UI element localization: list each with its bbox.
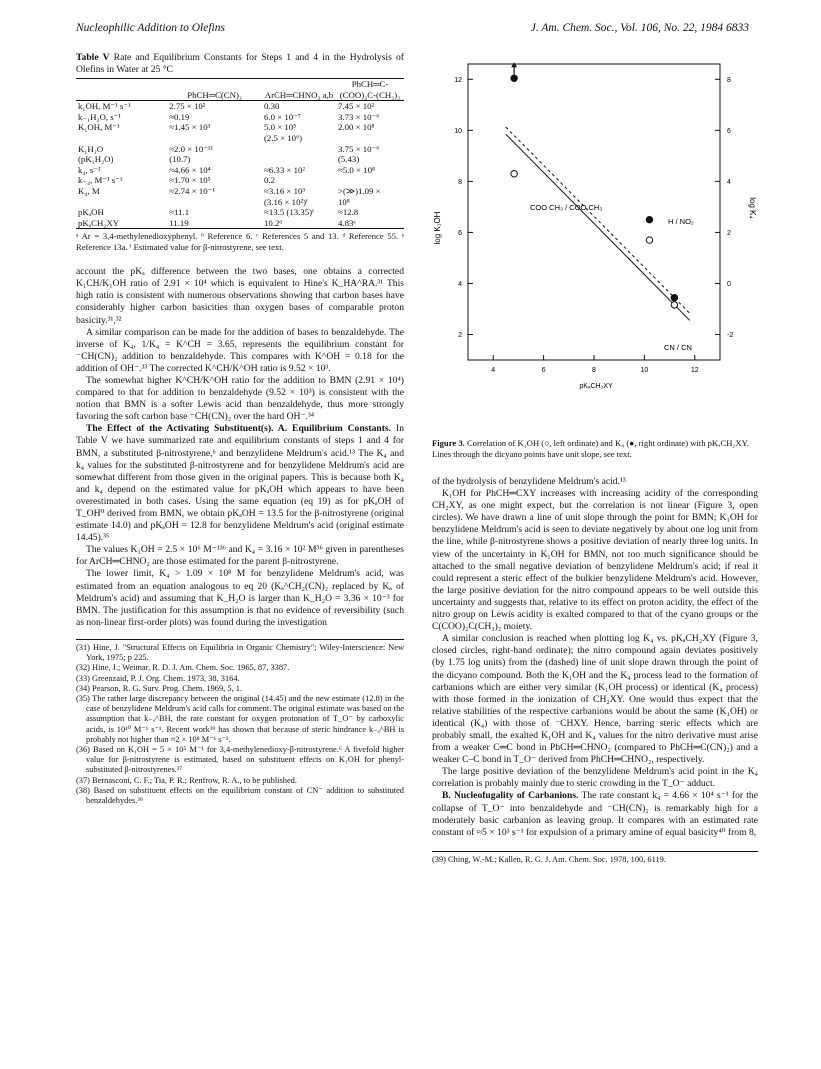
paragraph bbox=[432, 790, 758, 838]
table-cell: 11.19 bbox=[167, 218, 262, 229]
reference: (34) Pearson, R. G. Surv. Prog. Chem. 1969, 5, 1. bbox=[76, 683, 243, 693]
table-row bbox=[76, 133, 404, 144]
section-heading: B. Nucleofugality of Carbanions. bbox=[442, 790, 579, 802]
paragraph: A similar conclusion is reached when plotting log K₄ vs. pKₐCH₂XY (Figure 3, closed circles, right-hand ordinate); the nitro compound again deviates positively (by 1.75 log units) from the (dashed) line of unit slope drawn through the point of the dicyano compound. Both the K₁OH and the K₄ process lead to the formation of carbanions which are either very similar (K₁OH process) or identical (K₄ process) with those formed in the ionization of CH₂XY. One would thus expect that the relative stabilities of the respective carbanions would be about the same (K₁OH) or identical (K₄) with those of ⁻CHXY. Hence, barring steric effects which are probably small, the exalted K₁OH and K₄ values for the nitro derivative must arise from a weaker C═C bond in PhCH═CHNO₂ (compared to PhCH═C(CN)₂) and a weaker C–C bond in T_O⁻ derived from PhCH═CHNO₂, respectively. bbox=[432, 633, 758, 766]
table-cell: 7.45 × 10² bbox=[338, 101, 375, 112]
table-cell bbox=[336, 133, 404, 144]
reference: (33) Greenzaid, P. J. Org. Chem. 1973, 38, 3164. bbox=[76, 673, 240, 683]
table-row bbox=[76, 175, 404, 186]
table-v bbox=[76, 78, 404, 229]
table-cell bbox=[167, 197, 262, 208]
k1oh-point bbox=[671, 302, 677, 308]
reference: (39) Ching, W.-M.; Kallen, R. G. J. Am. Chem. Soc. 1978, 100, 6119. bbox=[432, 854, 666, 864]
right-column bbox=[432, 476, 758, 865]
paragraph: The large positive deviation of the benzylidene Meldrum's acid point in the K₄ correlation is probably mainly due to steric crowding in the T_O⁻ adduct. bbox=[432, 766, 758, 790]
table-row bbox=[76, 122, 404, 133]
table-footnote: ᵃ Ar = 3,4-methylenedioxyphenyl. ᵇ Reference 6. ᶜ References 5 and 13. ᵈ Reference 55. ᵉ Reference 13a. ᶠ Estimated value for β-nitrostyrene, see text. bbox=[76, 231, 404, 252]
left-body-text bbox=[76, 266, 404, 629]
right-tick-label: 2 bbox=[727, 229, 731, 237]
table-cell: ≈1.45 × 10³ bbox=[169, 122, 211, 133]
table-cell: ≈4.66 × 10⁴ bbox=[169, 164, 211, 175]
table-cell: ≈11.1 bbox=[169, 207, 190, 218]
table-cell: 3.75 × 10⁻⁶ bbox=[338, 143, 380, 154]
left-tick-label: 6 bbox=[458, 229, 462, 237]
table-cell: (2.5 × 10⁶) bbox=[264, 132, 303, 143]
left-tick-label: 8 bbox=[458, 178, 462, 186]
table-row-label: k₄, s⁻¹ bbox=[78, 164, 101, 175]
table-cell bbox=[262, 144, 336, 155]
right-tick-label: -2 bbox=[727, 331, 734, 339]
reference: (35) The rather large discrepancy between the original (14.45) and the new estimate (12.8) in the case of benzylidene Meldrum's acid calls for comment. The original estimate was based on the assumption that k₋ₐ^BH, the rate constant for oxygen protonation of T_O⁻ by carboxylic acids, is 10¹⁰ M⁻¹ s⁻¹. Recent work³⁹ has shown that because of steric hindrance k₋ₐ^BH is probably not higher than ≈2 × 10⁸ M⁻¹ s⁻¹. bbox=[76, 693, 404, 744]
table-cell: 5.0 × 10⁵ bbox=[264, 122, 297, 133]
x-tick-label: 10 bbox=[640, 367, 649, 374]
paragraph: of the hydrolysis of benzylidene Meldrum's acid.¹³ bbox=[432, 476, 626, 487]
unit-slope-line-k4 bbox=[506, 127, 690, 313]
table-cell: 0.2 bbox=[264, 175, 275, 186]
table-header-row bbox=[76, 79, 404, 101]
table-cell: 10.2ᵈ bbox=[262, 218, 336, 229]
running-header-right: J. Am. Chem. Soc., Vol. 106, No. 22, 1984 6833 bbox=[530, 22, 749, 34]
table-row-label: k₋₁H₂O, s⁻¹ bbox=[78, 111, 121, 122]
table-column-header: PhCH═C(CN)₂ bbox=[167, 79, 262, 101]
reference: (36) Based on K₁OH = 5 × 10⁵ M⁻¹ for 3,4-methylenedioxy-β-nitrostyrene.⁶ A fivefold higher value for β-nitrostyrene is estimated, based on substituent effects on K₁OH for phenyl-substituted β-nitrostyrenes.³⁷ bbox=[76, 744, 404, 775]
table-cell: 6.0 × 10⁻⁷ bbox=[264, 111, 301, 122]
table-cell: 4.83ᵉ bbox=[336, 218, 404, 229]
meldrum-label: COO CH₃ / COO CH₃ bbox=[530, 203, 603, 212]
table-cell bbox=[336, 175, 404, 186]
paragraph: K₁OH for PhCH═CXY increases with increasing acidity of the corresponding CH₂XY, as one might expect, but the correlation is not linear (Figure 3, open circles). We have drawn a line of unit slope through the point for BMN; K₁OH for benzylidene Meldrum's acid is seen to deviate negatively by about one log unit from the line, while β-nitrostyrene shows a positive deviation of nearly three log units. In view of the uncertainty in K₁OH for BMN, not too much significance should be attached to the small negative deviation of benzylidene Meldrum's acid; if real it could represent a steric effect of the bulkier benzylidene Meldrum's acid. However, the large positive deviation for the nitro compound appears to be well outside this uncertainty and suggests that, relative to its effect on proton acidity, the effect of the nitro group on Lewis acidity is exalted compared to that of the cyano groups or the C(COO)₂C(CH₃)₂ moiety. bbox=[432, 488, 758, 633]
table-caption-label: Table V bbox=[76, 52, 110, 63]
table-row bbox=[76, 197, 404, 208]
table-cell: (3.16 × 10²)ᶠ bbox=[264, 196, 308, 207]
reference: (32) Hine, J.; Weimar, R. D. J. Am. Chem. Soc. 1965, 87, 3387. bbox=[76, 663, 290, 673]
table-cell: ≈6.33 × 10² bbox=[264, 164, 306, 175]
paragraph: The lower limit, K₄ > 1.09 × 10⁸ M for benzylidene Meldrum's acid, was estimated from an equation analogous to eq 20 (Kₐ^CH₂(CN)₂ replaced by Kₐ of Meldrum's acid) and assuming that K_H₂O is larger than K_H₂O = 3.36 × 10⁻³ for BMN. The justification for this assumption is that no evidence of reversibility (such as non-linear first-order plots) was found during the investigation bbox=[76, 568, 404, 628]
section-heading: The Effect of the Activating Substituent(s). A. Equilibrium Constants. bbox=[86, 423, 392, 435]
reference: (31) Hine, J. "Structural Effects on Equilibria in Organic Chemistry"; Wiley-Interscience: New York, 1975; p 225. bbox=[76, 642, 404, 663]
unit-slope-line-k1oh bbox=[506, 134, 690, 320]
x-tick-label: 4 bbox=[491, 367, 496, 374]
plot-frame bbox=[468, 64, 720, 360]
x-tick-label: 8 bbox=[592, 367, 596, 374]
right-tick-label: 8 bbox=[727, 76, 731, 84]
table-row-label: pKₐCH₂XY bbox=[76, 218, 167, 229]
table-row bbox=[76, 154, 404, 165]
reference: (38) Based on substituent effects on the equilibrium constant of CN⁻ addition to substituted benzaldehydes.³⁹ bbox=[76, 785, 404, 805]
paragraph: The somewhat higher K^CH/K^OH ratio for the addition to BMN (2.91 × 10⁴) compared to that for addition to benzaldehyde (9.52 × 10³) is consistent with the notion that BMN is a softer Lewis acid than benzaldehyde, thus more strongly favoring the soft carbon base ⁻CH(CN)₂ over the hard OH⁻.³⁴ bbox=[76, 374, 404, 423]
table-cell: (5.43) bbox=[338, 154, 360, 165]
paragraph-text: The rate constant k₄ = 4.66 × 10⁴ s⁻¹ for the collapse of T_O⁻ into benzaldehyde and ⁻CH(CN)₂ is remarkably high for a moderately basic carbanion as leaving group. It compares with an estimated rate constant of ≈5 × 10³ s⁻¹ for expulsion of a primary amine of equal basicity⁴⁰ from 8, bbox=[432, 790, 758, 838]
paragraph bbox=[76, 423, 404, 544]
table-row bbox=[76, 112, 404, 123]
figure-caption-label: Figure 3. bbox=[432, 438, 465, 448]
left-axis-label: log K₁OH bbox=[433, 211, 442, 245]
right-tick-label: 0 bbox=[727, 280, 731, 288]
table-cell: 10⁸ bbox=[338, 196, 350, 207]
table-row bbox=[76, 165, 404, 176]
table-row bbox=[76, 218, 404, 229]
table-cell: ≈0.19 bbox=[169, 111, 190, 122]
table-cell: 2.75 × 10² bbox=[169, 101, 206, 112]
lower-limit-arrowhead bbox=[511, 62, 517, 67]
x-tick-label: 12 bbox=[690, 367, 699, 374]
table-column-header: PhCH═C-(COO)₂C-(CH₃)₂ bbox=[336, 79, 404, 101]
k4-point bbox=[646, 216, 652, 222]
table-caption-text: Rate and Equilibrium Constants for Steps 1 and 4 in the Hydrolysis of Olefins in Water at 25 °C bbox=[76, 52, 404, 75]
table-column-header bbox=[76, 79, 167, 101]
table-row bbox=[76, 186, 404, 197]
paragraph: The values K₁OH = 2.5 × 10⁶ M⁻¹³⁶ and K₄ = 3.16 × 10² M³⁶ given in parentheses for ArCH═CHNO₂ are those estimated for the parent β-nitrostyrene. bbox=[76, 544, 404, 568]
table-row-label: K₁OH, M⁻¹ bbox=[78, 122, 120, 133]
figure-caption bbox=[432, 438, 758, 459]
table-cell: ≈1.70 × 10⁵ bbox=[169, 175, 211, 186]
nitro-label: H / NO₂ bbox=[668, 217, 694, 226]
left-tick-label: 2 bbox=[458, 331, 462, 339]
table-row-label bbox=[76, 133, 167, 144]
table-row-label: k₋₄, M⁻¹ s⁻¹ bbox=[78, 175, 123, 186]
table-cell: ≈5.0 × 10⁸ bbox=[338, 164, 376, 175]
table-row bbox=[76, 207, 404, 218]
table-row-label: (pK₁H₂O) bbox=[78, 154, 114, 165]
table-cell: ≈12.8 bbox=[338, 207, 359, 218]
left-tick-label: 10 bbox=[454, 127, 462, 135]
table-cell: ≈2.0 × 10⁻¹¹ bbox=[169, 143, 214, 154]
dicyano-label: CN / CN bbox=[664, 343, 692, 352]
paragraph: account the pKₐ difference between the two bases, one obtains a corrected K₁CH/K₁OH ratio of 2.91 × 10⁴ which is equivalent to Hine's K_HA^RA.³¹ This high ratio is consistent with numerous observations showing that carbon bases have considerably higher carbon basicities than oxygen bases of comparable proton basicity.³¹,³² bbox=[76, 266, 404, 326]
left-references bbox=[76, 639, 404, 806]
reference: (37) Bernasconi, C. F.; Tia, P. R.; Renfrow, R. A., to be published. bbox=[76, 775, 297, 785]
x-axis-label: pKₐCH₂XY bbox=[579, 383, 613, 390]
table-cell: 2.00 × 10⁸ bbox=[338, 122, 375, 133]
right-tick-label: 6 bbox=[727, 127, 731, 135]
paragraph-text: In Table V we have summarized rate and equilibrium constants of steps 1 and 4 for BMN, a substituted β-nitrostyrene,⁶ and benzylidene Meldrum's acid.¹³ The K₄ and k₄ values for the substituted β-nitrostyrene and for benzylidene Meldrum's acid are somewhat different from those given in the original papers. This is because both K₄ and k₄ depend on the estimated value for pKₐOH which appears to have been overestimated in both cases. Using the same equation (eq 19) as for pKₐOH of T_OH⁰ derived from BMN, we obtain pKₐOH = 13.5 for the β-nitrostyrene (original estimate 14.0) and pKₐOH = 12.8 for benzylidene Meldrum's acid (original estimate 14.45).³⁵ bbox=[76, 423, 404, 544]
table-cell: ≈13.5 (13.35)ᶠ bbox=[264, 207, 314, 218]
table-row-label: pKₐOH bbox=[78, 207, 104, 218]
table-cell bbox=[262, 154, 336, 165]
figure-3-plot bbox=[432, 58, 758, 430]
table-column-header: ArCH═CHNO₂ a,b bbox=[262, 79, 336, 101]
x-tick-label: 6 bbox=[541, 367, 546, 374]
k1oh-point bbox=[511, 171, 517, 177]
k1oh-point bbox=[646, 237, 652, 243]
table-row-label: k₁OH, M⁻¹ s⁻¹ bbox=[78, 101, 131, 112]
k4-point bbox=[671, 295, 677, 301]
left-column bbox=[76, 52, 404, 806]
table-cell: (10.7) bbox=[169, 154, 191, 165]
left-tick-label: 4 bbox=[458, 280, 462, 288]
figure-3 bbox=[432, 58, 758, 430]
running-header-left: Nucleophilic Addition to Olefins bbox=[76, 22, 225, 34]
left-tick-label: 12 bbox=[454, 76, 462, 84]
table-cell: ≈3.16 × 10³ bbox=[264, 185, 306, 196]
table-row bbox=[76, 144, 404, 155]
table-row-label: K₄, M bbox=[78, 185, 100, 196]
table-cell bbox=[167, 133, 262, 144]
table-cell: >(≫)1.09 × bbox=[338, 185, 381, 196]
figure-caption-text: Correlation of K₁OH (○, left ordinate) and K₄ (●, right ordinate) with pKₐCH₂XY. Lines through the dicyano points have unit slope, see text. bbox=[432, 438, 749, 459]
right-tick-label: 4 bbox=[727, 178, 731, 186]
table-caption bbox=[76, 52, 404, 75]
table-cell: 0.30 bbox=[264, 101, 280, 112]
paragraph: A similar comparison can be made for the addition of bases to benzaldehyde. The inverse of K₄, 1/K₄ = K^CH = 3.65, represents the equilibrium constant for ⁻CH(CN)₂ addition to benzaldehyde. This compares with K^OH = 0.18 for the addition of OH⁻.³³ The corrected K^CH/K^OH ratio is 9.52 × 10³. bbox=[76, 326, 404, 374]
table-row bbox=[76, 101, 404, 112]
right-axis-label: log K₄ bbox=[748, 197, 757, 219]
right-references bbox=[432, 851, 758, 865]
table-cell: 3.73 × 10⁻⁶ bbox=[338, 111, 380, 122]
table-cell: ≈2.74 × 10⁻¹ bbox=[169, 185, 215, 196]
table-row-label: K₁H₂O bbox=[78, 143, 104, 154]
table-row-label bbox=[76, 197, 167, 208]
